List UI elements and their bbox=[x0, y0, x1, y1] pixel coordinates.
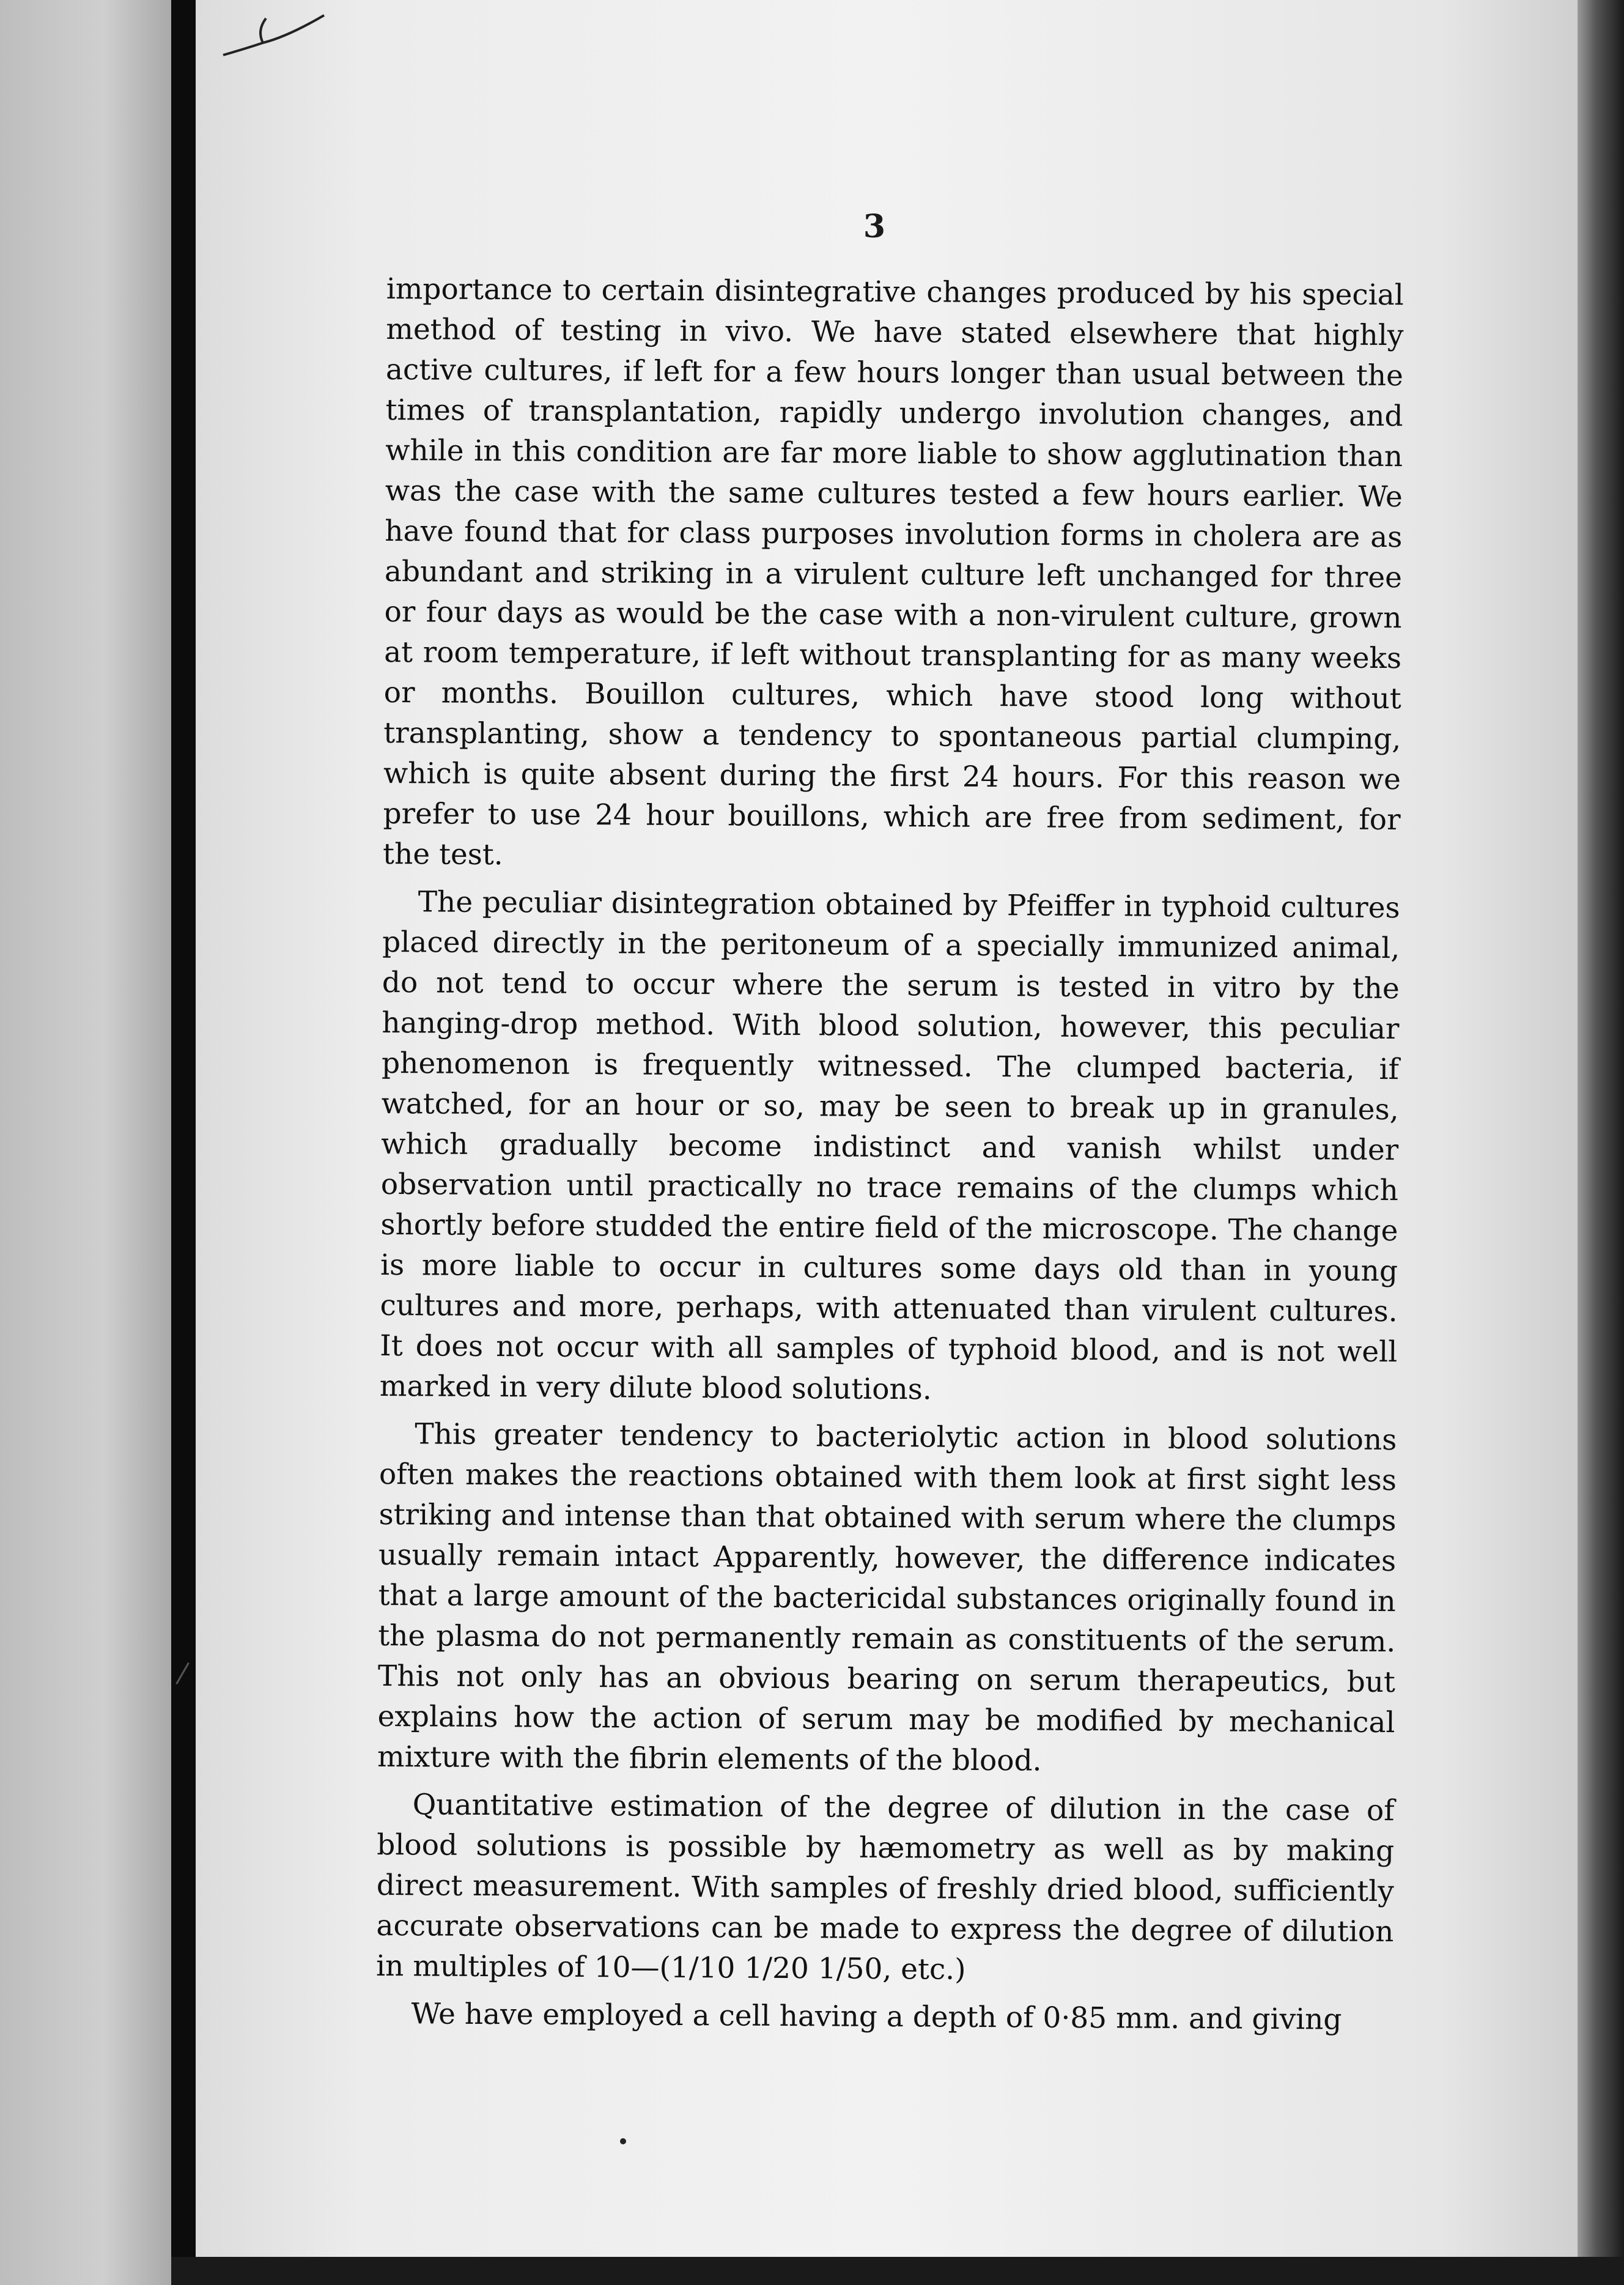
paragraph-2: The peculiar disintegration obtained by Pfeiffer in typhoid cultures placed directly in the peritoneum of a specially immunized animal, do not tend to occur where the serum is tested in vitro by the hanging-drop method. With blood solution, however, this peculiar phenomenon is frequently witnessed. The clumped bacteria, if watched, for an hour or so, may be seen to break up in granules, which gradually become indistinct and vanish whilst under observation until practically no trace remains of the clumps which shortly before studded the entire field of the microscope. The change is more liable to occur in cultures some days old than in young cultures and more, perhaps, with attenuated than virulent cultures. It does not occur with all samples of typhoid blood, and is not well marked in very dilute blood solutions. bbox=[379, 885, 1400, 1407]
page-number: 3 bbox=[863, 208, 886, 245]
page-bottom-edge bbox=[171, 2257, 1624, 2285]
paragraph-1: importance to certain disintegrative changes produced by his special method of testing in vivo. We have stated elsewhere that highly active cultures, if left for a few hours longer than usual between the times of transplantation, rapidly undergo involution changes, and while in this condition are far more liable to show agglutination than was the case with the same cultures tested a few hours earlier. We have found that for class purposes involution forms in cholera are as abundant and striking in a virulent culture left unchanged for three or four days as would be the case with a non-virulent culture, grown at room temperature, if left without transplanting for as many weeks or months. Bouillon cultures, which have stood long without transplanting, show a tendency to spontaneous partial clumping, which is quite absent during the first 24 hours. For this reason we prefer to use 24 hour bouillons, which are free from sediment, for the test. bbox=[382, 272, 1404, 872]
book-gutter bbox=[171, 0, 196, 2285]
facing-page-edge bbox=[0, 0, 171, 2285]
page-right-edge bbox=[1578, 0, 1624, 2285]
pen-mark-icon bbox=[220, 12, 330, 61]
ink-dot bbox=[620, 2138, 626, 2144]
paragraph-4: Quantitative estimation of the degree of dilution in the case of blood solutions is possible by hæmometry as well as by making direct measurement. With samples of freshly dried blood, sufficiently accurate observations can be made to express the degree of dilution in multiples of 10—(1/10 1/20 1/50, etc.) bbox=[375, 1788, 1395, 1987]
body-text bbox=[375, 269, 1404, 2048]
paragraph-3: This greater tendency to bacteriolytic action in blood solutions often makes the reactions obtained with them look at first sight less striking and intense than that obtained with serum where the clumps usually remain intact Apparently, however, the difference indicates that a large amount of the bactericidal substances originally found in the plasma do not permanently remain as constituents of the serum. This not only has an obvious bearing on serum therapeutics, but explains how the action of serum may be modified by mechanical mixture with the fibrin elements of the blood. bbox=[377, 1417, 1397, 1778]
paragraph-5: We have employed a cell having a depth of 0·85 mm. and giving bbox=[411, 1997, 1342, 2037]
